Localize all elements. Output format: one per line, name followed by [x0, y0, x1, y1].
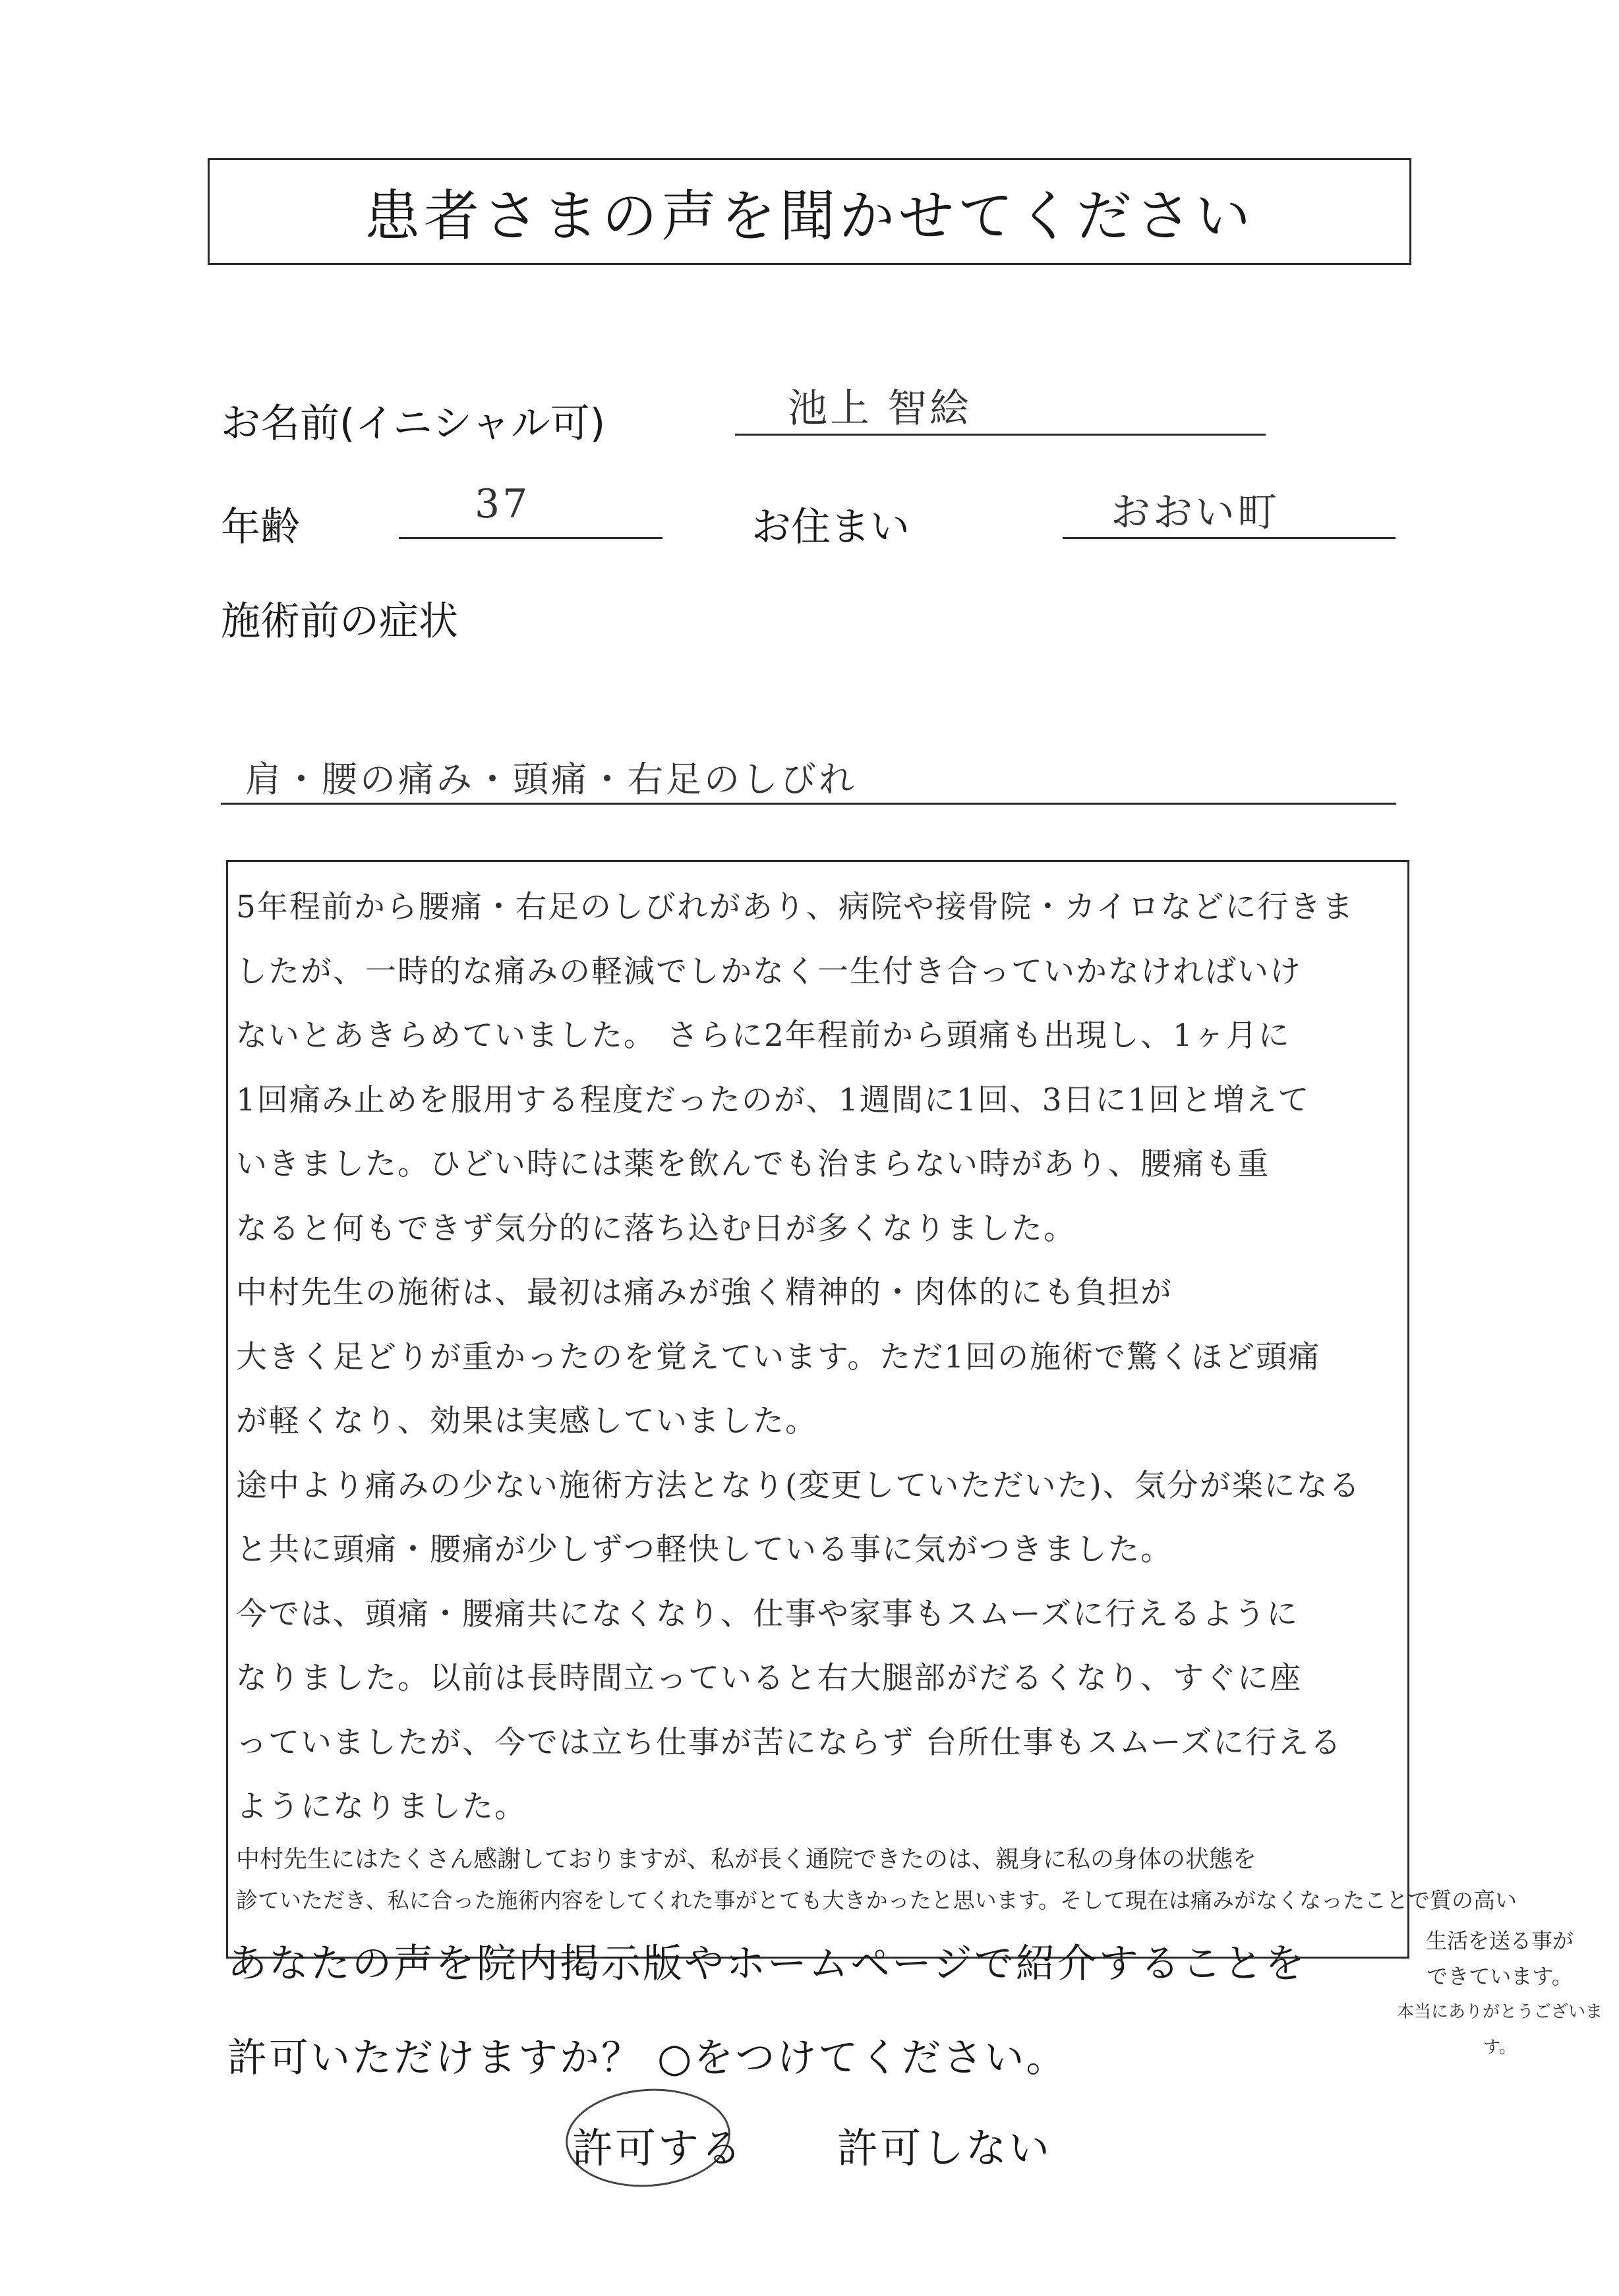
- symptoms-value: 肩・腰の痛み・頭痛・右足のしびれ: [245, 759, 857, 800]
- consent-question-line2: 許可いただけますか？ ○をつけてください。: [227, 2035, 1068, 2081]
- option-allow[interactable]: 許可する: [572, 2124, 744, 2172]
- side-note-line: できています。: [1427, 1964, 1573, 1989]
- comment-line: 途中より痛みの少ない施術方法となり(変更していただいた)、気分が楽になる: [236, 1467, 1361, 1504]
- age-underline: [399, 537, 662, 539]
- comment-side-note: [1391, 1923, 1608, 2065]
- age-value: 37: [475, 481, 531, 527]
- comment-line: 大きく足どりが重かったのを覚えています。ただ1回の施術で驚くほど頭痛: [236, 1338, 1321, 1375]
- form-title-text: 患者さまの声を聞かせてください: [364, 183, 1254, 248]
- side-note-line: 生活を送る事が: [1425, 1928, 1574, 1953]
- comment-line: 中村先生にはたくさん感謝しておりますが、私が長く通院できたのは、親身に私の身体の状態を: [236, 1845, 1257, 1873]
- comment-line: なると何もできず気分的に落ち込む日が多くなりました。: [236, 1210, 1076, 1247]
- side-note-line: 本当にありがとうございます。: [1396, 2002, 1603, 2057]
- comment-line: 中村先生の施術は、最初は痛みが強く精神的・肉体的にも負担が: [236, 1275, 1173, 1311]
- comment-text: [236, 875, 1517, 1921]
- comment-line: と共に頭痛・腰痛が少しずつ軽快している事に気がつきました。: [236, 1532, 1173, 1568]
- comment-line: っていましたが、今では立ち仕事が苦にならず 台所仕事もスムーズに行える: [236, 1724, 1343, 1761]
- comment-line: 今では、頭痛・腰痛共になくなり、仕事や家事もスムーズに行えるように: [236, 1595, 1299, 1632]
- name-underline: [735, 434, 1266, 436]
- symptoms-label: 施術前の症状: [221, 598, 458, 645]
- comment-line: ようになりました。: [236, 1789, 527, 1825]
- comment-line: 5年程前から腰痛・右足のしびれがあり、病院や接骨院・カイロなどに行きま: [236, 889, 1355, 925]
- comment-line: ないとあきらめていました。 さらに2年程前から頭痛も出現し、1ヶ月に: [236, 1018, 1291, 1054]
- age-label: 年齢: [221, 504, 300, 550]
- consent-question-line1: あなたの声を院内掲示版やホームページで紹介することを: [227, 1941, 1307, 1987]
- comment-line: したが、一時的な痛みの軽減でしかなく一生付き合っていかなければいけ: [236, 953, 1302, 990]
- name-value: 池上 智絵: [788, 386, 972, 432]
- comment-line: いきました。ひどい時には薬を飲んでも治まらない時があり、腰痛も重: [236, 1146, 1270, 1182]
- option-deny[interactable]: 許可しない: [837, 2124, 1052, 2172]
- comment-line: が軽くなり、効果は実感していました。: [236, 1403, 817, 1439]
- name-label: お名前(イニシャル可): [221, 401, 606, 447]
- address-label: お住まい: [751, 504, 910, 550]
- symptoms-underline: [221, 803, 1396, 805]
- form-title: [208, 158, 1411, 265]
- address-value: おおい町: [1111, 490, 1280, 536]
- comment-line: なりました。以前は長時間立っていると右大腿部がだるくなり、すぐに座: [236, 1660, 1302, 1696]
- comment-line: 1回痛み止めを服用する程度だったのが、1週間に1回、3日に1回と増えて: [236, 1081, 1310, 1118]
- comment-line: 診ていただき、私に合った施術内容をしてくれた事がとても大きかったと思います。そして現在は痛みがなくなったことで質の高い: [236, 1887, 1517, 1913]
- address-underline: [1063, 537, 1396, 539]
